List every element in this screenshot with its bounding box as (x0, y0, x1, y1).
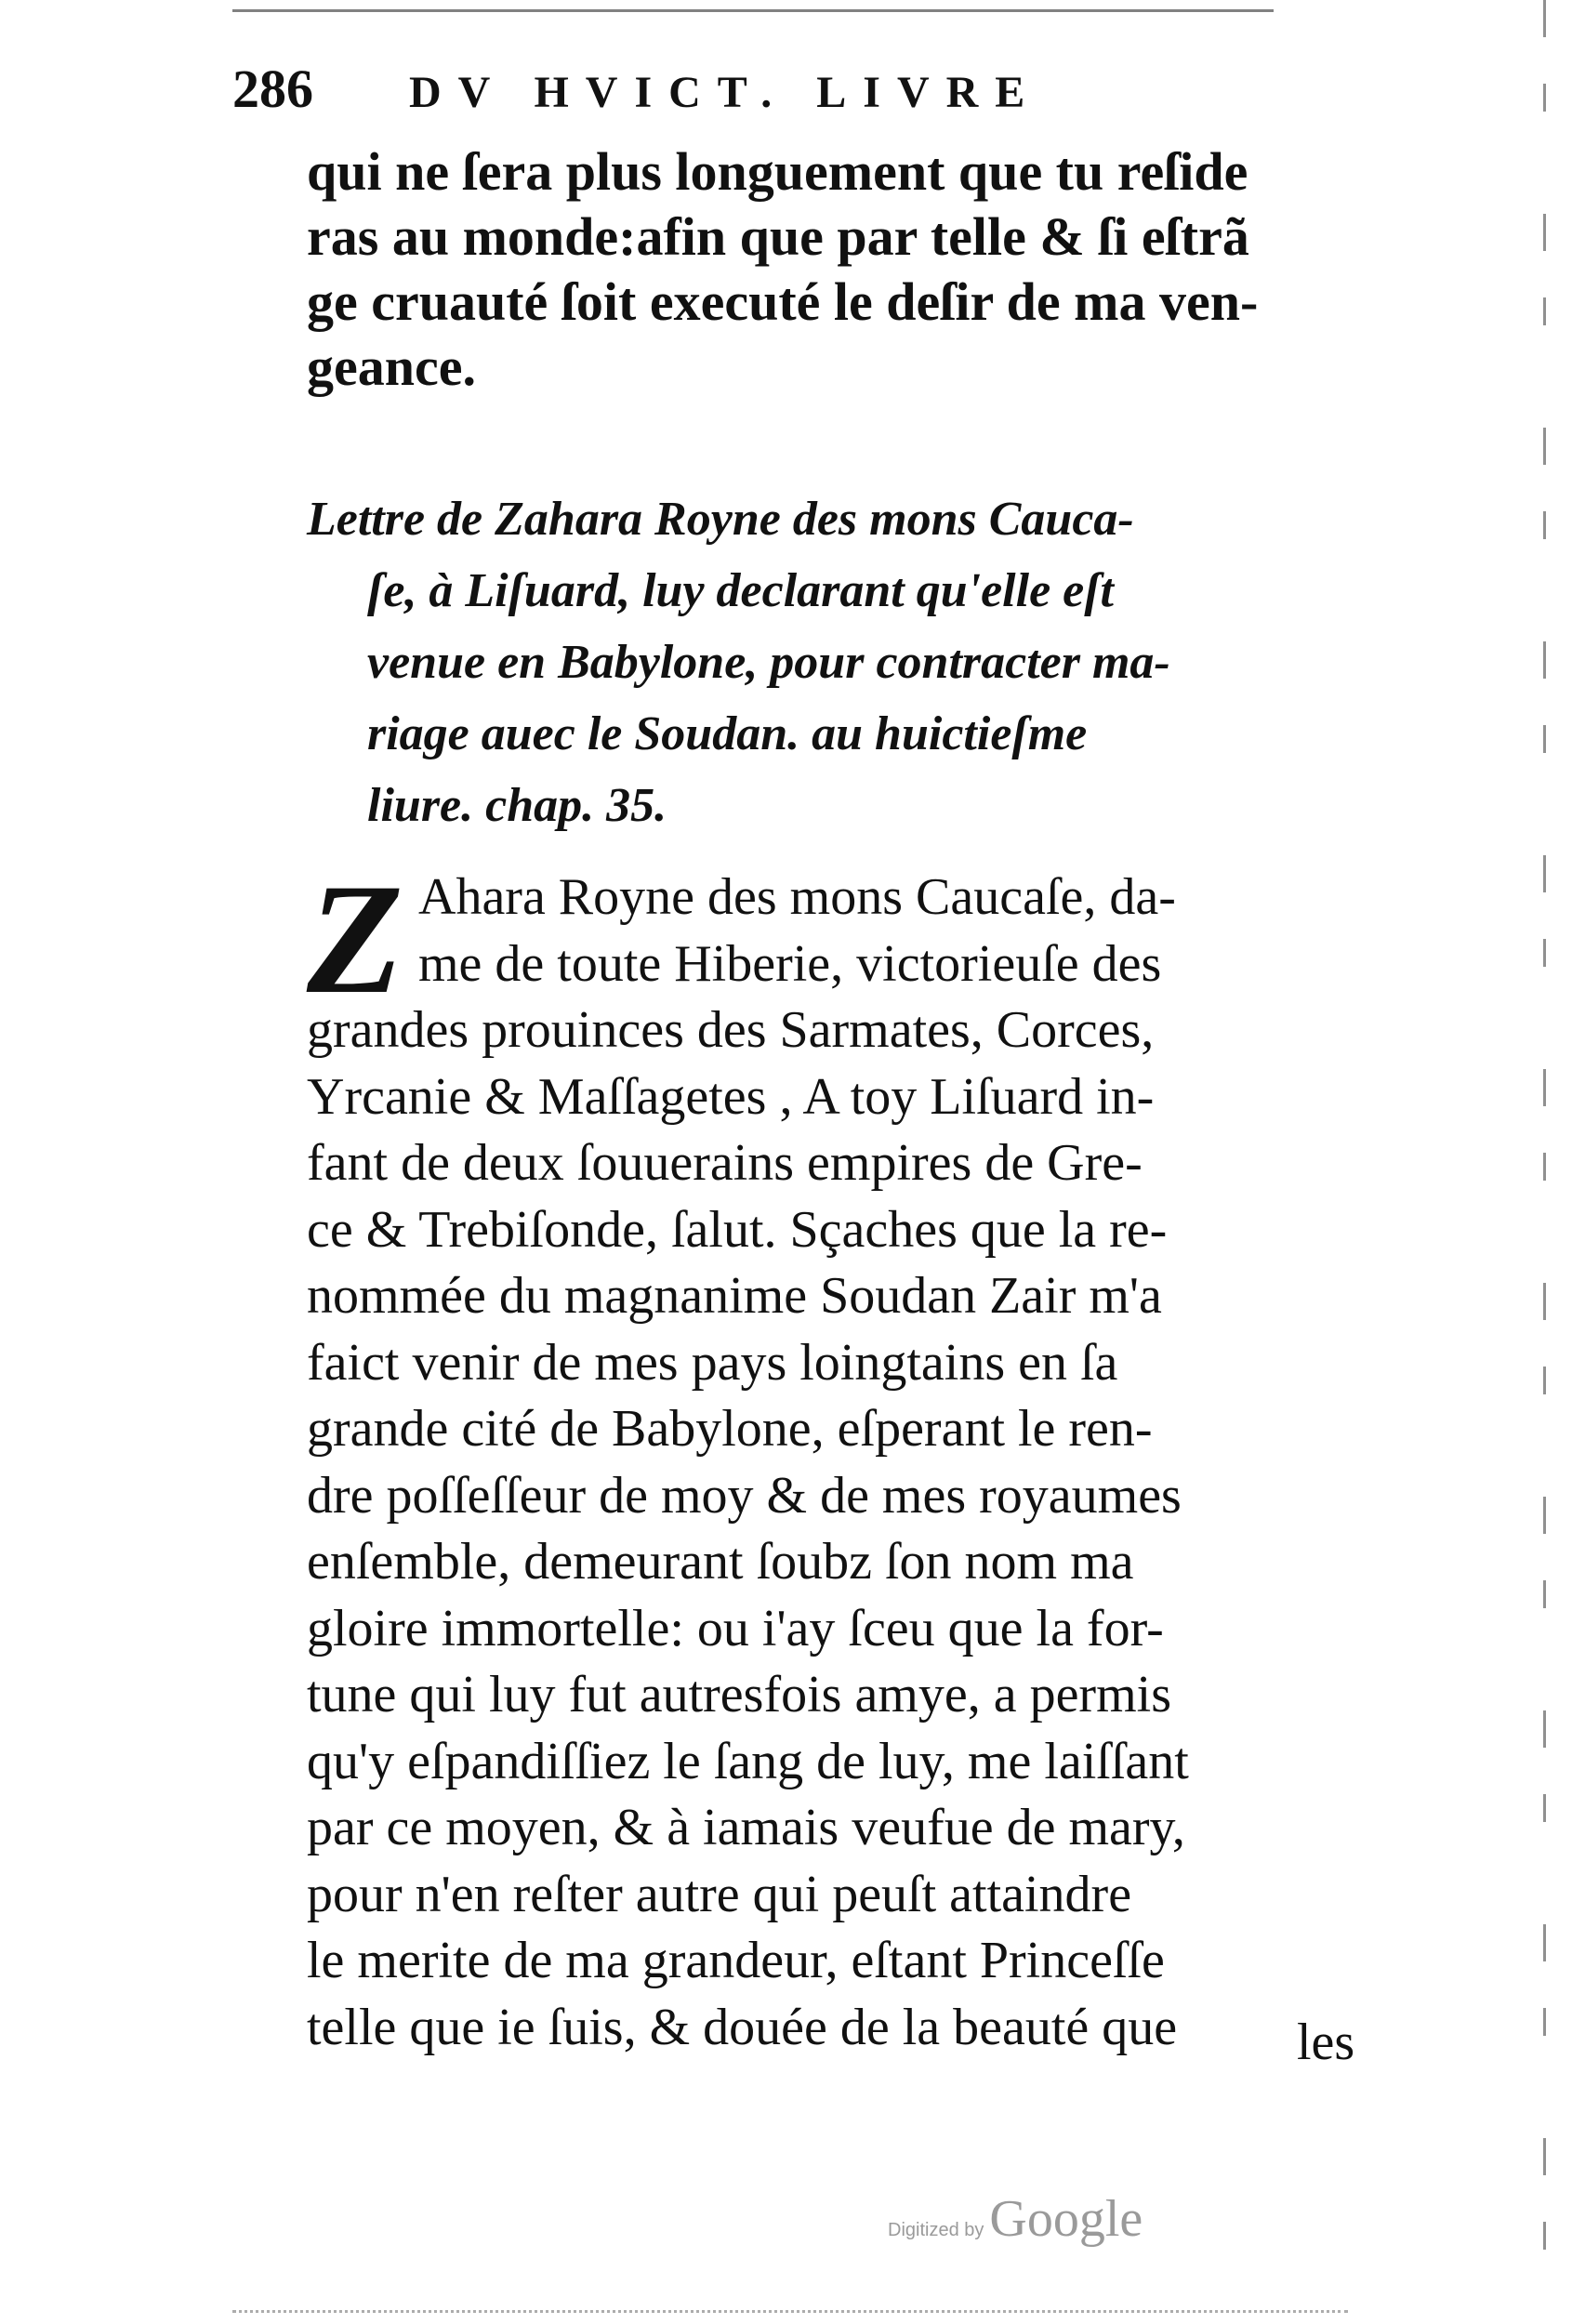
heading-line: ſe, à Liſuard, luy declarant qu'elle eſt (367, 564, 1115, 617)
catchword: les (1297, 2014, 1355, 2071)
text-line: ras au monde:afin que par telle & ſi eſtrã (307, 206, 1249, 267)
letter-line: Yrcanie & Maſſagetes , A toy Liſuard in- (307, 1067, 1155, 1126)
letter-line: par ce moyen, & à iamais veufue de mary, (307, 1799, 1185, 1856)
letter-line: qu'y eſpandiſſiez le ſang de luy, me laiſſant (307, 1732, 1189, 1790)
scan-edge-right (1543, 0, 1546, 2324)
heading-line: riage auec le Soudan. au huictieſme (367, 707, 1088, 760)
letter-body (307, 852, 1376, 2061)
letter-line: tune qui luy fut autresfois amye, a permis (307, 1666, 1171, 1723)
heading-line: liure. chap. 35. (367, 779, 667, 832)
text-line: qui ne ſera plus longuement que tu reſide (307, 141, 1248, 202)
letter-line: fant de deux ſouuerains empires de Gre- (307, 1134, 1143, 1192)
letter-line: grande cité de Babylone, eſperant le ren- (307, 1400, 1153, 1458)
letter-line: faict venir de mes pays loingtains en ſa (307, 1333, 1118, 1392)
letter-line: telle que ie ſuis, & douée de la beauté que (307, 1998, 1178, 2056)
letter-line: nommée du magnanime Soudan Zair m'a (307, 1267, 1162, 1325)
letter-line: me de toute Hiberie, victorieuſe des (418, 934, 1162, 993)
letter-line: enſemble, demeurant ſoubz ſon nom ma (307, 1533, 1134, 1591)
page-number: 286 (232, 59, 313, 119)
chapter-heading (307, 483, 1329, 841)
digitization-stamp (888, 2189, 1143, 2249)
drop-cap: Z (307, 852, 403, 1026)
intro-paragraph (307, 139, 1367, 400)
heading-line: venue en Babylone, pour contracter ma- (367, 636, 1170, 689)
letter-line: Ahara Royne des mons Caucaſe, da- (418, 868, 1176, 926)
text-line: geance. (307, 337, 476, 397)
letter-line: gloire immortelle: ou i'ay ſceu que la for- (307, 1599, 1164, 1657)
letter-line: ce & Trebiſonde, ſalut. Sçaches que la re- (307, 1200, 1168, 1259)
letter-line: dre poſſeſſeur de moy & de mes royaumes (307, 1466, 1182, 1525)
letter-line: grandes prouinces des Sarmates, Corces, (307, 1001, 1155, 1059)
stamp-brand: Google (989, 2190, 1143, 2248)
letter-line: le merite de ma grandeur, eſtant Princeſſe (307, 1932, 1165, 1989)
text-line: ge cruauté ſoit executé le deſir de ma ven- (307, 271, 1259, 332)
heading-line: Lettre de Zahara Royne des mons Cauca- (307, 493, 1134, 546)
scan-edge-bottom (232, 2310, 1348, 2318)
stamp-prefix: Digitized by (888, 2220, 984, 2240)
running-head-title: DV HVICT. LIVRE (409, 68, 1042, 117)
scan-edge-top (232, 0, 1274, 12)
running-head (232, 58, 1218, 123)
letter-line: pour n'en reſter autre qui peuſt attaindre (307, 1865, 1132, 1923)
